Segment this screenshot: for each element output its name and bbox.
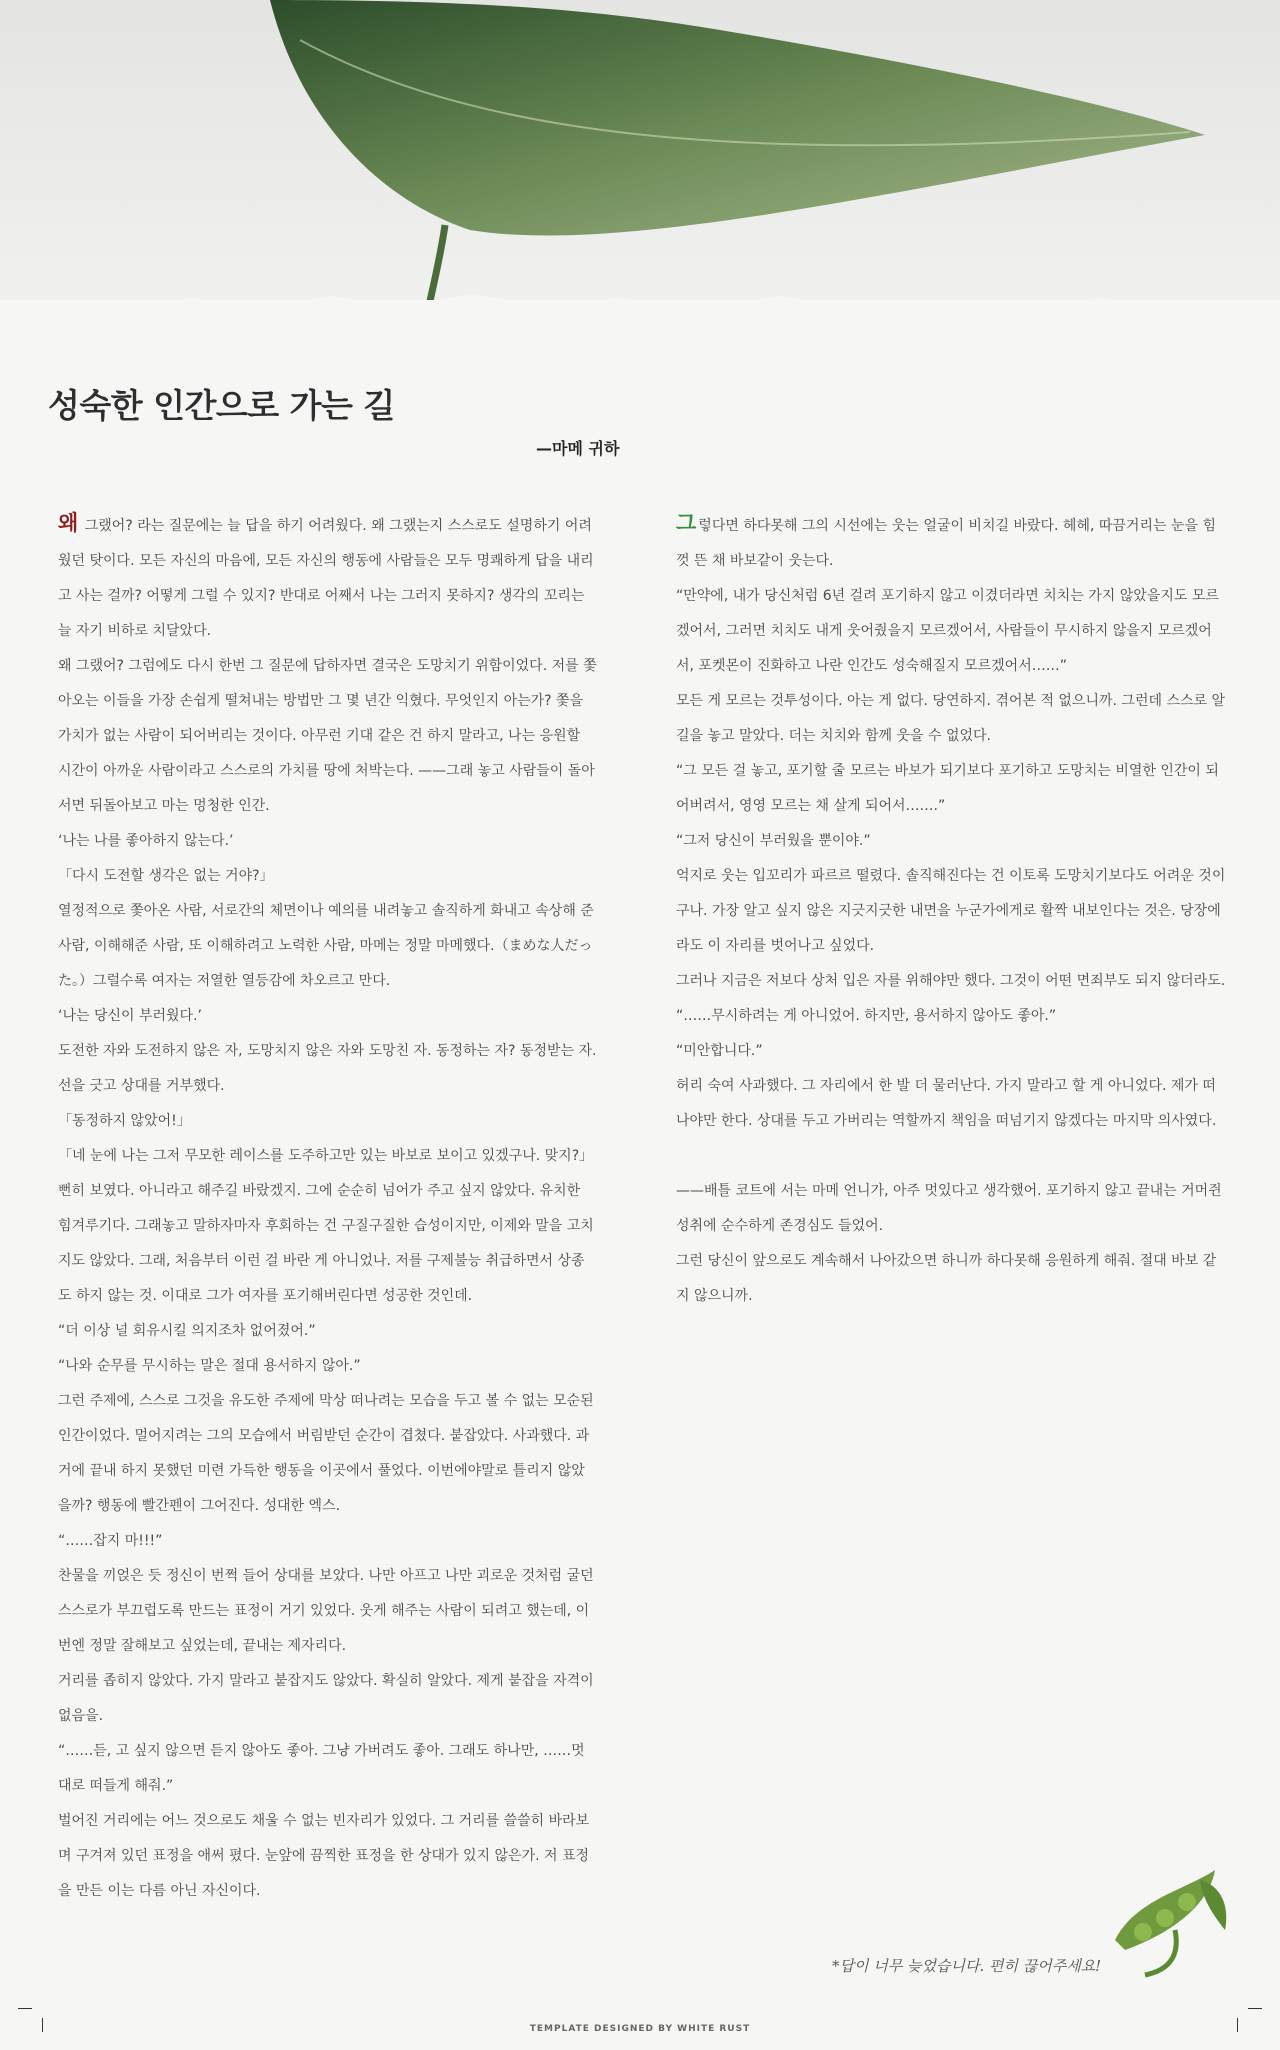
crop-mark [1248, 2008, 1262, 2009]
paragraph: 억지로 웃는 입꼬리가 파르르 떨렸다. 솔직해진다는 건 이토록 도망치기보다도 어려운 것이구나. 가장 알고 싶지 않은 지긋지긋한 내면을 누군가에게로 활짝 내보인다는 것은. 당장에라도 이 자리를 벗어나고 싶었다. [676, 868, 1226, 954]
bean-pod-icon [1105, 1860, 1235, 1980]
paragraph-gap [676, 1139, 1228, 1174]
paragraph: “그 모든 걸 놓고, 포기할 줄 모르는 바보가 되기보다 포기하고 도망치는 비열한 인간이 되어버려서, 영영 모르는 채 살게 되어서…….” [676, 763, 1219, 814]
paragraph: “미안합니다.” [676, 1043, 763, 1059]
paragraph: “더 이상 널 회유시킬 의지조차 없어졌어.” [58, 1323, 316, 1339]
paragraph: 「네 눈에 나는 그저 무모한 레이스를 도주하고만 있는 바보로 보이고 있겠구나. 맞지?」 [58, 1148, 594, 1164]
paragraph: 허리 숙여 사과했다. 그 자리에서 한 발 더 물러난다. 가지 말라고 할 게 아니었다. 제가 떠나야만 한다. 상대를 두고 가버리는 역할까지 책임을 떠넘기지 않겠다는 마지막 의사였다. [676, 1078, 1217, 1129]
footnote: *답이 너무 늦었습니다. 편히 끊어주세요! [832, 1957, 1102, 1975]
paragraph-text: 렇다면 하다못해 그의 시선에는 웃는 얼굴이 비치길 바랐다. 헤헤, 따끔거리는 눈을 힘껏 뜬 채 바보같이 웃는다. [676, 518, 1216, 569]
paragraph: 그런 주제에, 스스로 그것을 유도한 주제에 막상 떠나려는 모습을 두고 볼 수 없는 모순된 인간이었다. 멀어지려는 그의 모습에서 버림받던 순간이 겹쳤다. 붙잡았다. 사과했다. 과거에 끝내 하지 못했던 미련 가득한 행동을 이곳에서 풀었다. 이번에야말로 틀리지 않았을까? 행동에 빨간펜이 그어진다. 성대한 엑스. [58, 1393, 594, 1514]
paragraph: 벌어진 거리에는 어느 것으로도 채울 수 없는 빈자리가 있었다. 그 거리를 쓸쓸히 바라보며 구겨져 있던 표정을 애써 폈다. 눈앞에 끔찍한 표정을 한 상대가 있지 않은가. 저 표정을 만든 이는 다름 아닌 자신이다. [58, 1813, 590, 1899]
paragraph: 그러나 지금은 저보다 상처 입은 자를 위해야만 했다. 그것이 어떤 면죄부도 되지 않더라도. [676, 973, 1226, 989]
paragraph: 도전한 자와 도전하지 않은 자, 도망치지 않은 자와 도망친 자. 동정하는 자? 동정받는 자. 선을 긋고 상대를 거부했다. [58, 1043, 597, 1094]
paragraph: 그런 당신이 앞으로도 계속해서 나아갔으면 하니까 하다못해 응원하게 해줘. 절대 바보 같지 않으니까. [676, 1253, 1217, 1304]
right-column [676, 506, 1228, 1314]
paragraph: 뻔히 보였다. 아니라고 해주길 바랐겠지. 그에 순순히 넘어가 주고 싶지 않았다. 유치한 힘겨루기다. 그래놓고 말하자마자 후회하는 건 구질구질한 습성이지만, 이제와 말을 고치지도 않았다. 그래, 처음부터 이런 걸 바란 게 아니었나. 저를 구제불능 취급하면서 상종도 하지 않는 것. 이대로 그가 여자를 포기해버린다면 성공한 것인데. [58, 1183, 594, 1304]
paragraph: “……듣, 고 싶지 않으면 듣지 않아도 좋아. 그냥 가버려도 좋아. 그래도 하나만, ……멋대로 떠들게 해줘.” [58, 1743, 585, 1794]
template-credit: TEMPLATE DESIGNED BY WHITE RUST [529, 2024, 751, 2034]
paragraph: “만약에, 내가 당신처럼 6년 걸려 포기하지 않고 이겼더라면 치치는 가지 않았을지도 모르겠어서, 그러면 치치도 내게 웃어줬을지 모르겠어서, 사람들이 무시하지 않을지 모르겠어서, 포켓몬이 진화하고 나란 인간도 성숙해질지 모르겠어서……” [676, 588, 1219, 674]
paragraph: 열정적으로 쫓아온 사람, 서로간의 체면이나 예의를 내려놓고 솔직하게 화내고 속상해 준 사람, 이해해준 사람, 또 이해하려고 노력한 사람, 마메는 정말 마메했다.（まめな人だった。）그럴수록 여자는 저열한 열등감에 차오르고 만다. [58, 903, 594, 989]
page-title: 성숙한 인간으로 가는 길 [48, 386, 395, 425]
paragraph: “나와 순무를 무시하는 말은 절대 용서하지 않아.” [58, 1358, 361, 1374]
paragraph: 「동정하지 않았어!」 [58, 1113, 191, 1129]
paragraph-text: 그랬어? 라는 질문에는 늘 답을 하기 어려웠다. 왜 그랬는지 스스로도 설명하기 어려웠던 탓이다. 모든 자신의 마음에, 모든 자신의 행동에 사람들은 모두 명쾌하게 답을 내리고 사는 걸까? 어떻게 그럴 수 있지? 반대로 어째서 나는 그러지 못하지? 생각의 꼬리는 늘 자기 비하로 치달았다. [58, 518, 594, 639]
paragraph: ‘나는 나를 좋아하지 않는다.’ [58, 833, 234, 849]
crop-mark [18, 2008, 32, 2009]
paragraph: “……무시하려는 게 아니었어. 하지만, 용서하지 않아도 좋아.” [676, 1008, 1057, 1024]
left-column [58, 506, 598, 1909]
crop-mark [42, 2018, 43, 2032]
drop-cap: 왜 [58, 511, 79, 535]
paragraph [676, 506, 1228, 579]
paragraph: 왜 그랬어? 그럼에도 다시 한번 그 질문에 답하자면 결국은 도망치기 위함이었다. 저를 쫓아오는 이들을 가장 손쉽게 떨쳐내는 방법만 그 몇 년간 익혔다. 무엇인지 아는가? 쫓을 가치가 없는 사람이 되어버리는 것이다. 아무런 기대 같은 건 하지 말라고, 나는 응원할 시간이 아까운 사람이라고 스스로의 가치를 땅에 처박는다. ——그래 놓고 사람들이 돌아서면 뒤돌아보고 마는 멍청한 인간. [58, 658, 597, 814]
drop-cap: 그 [676, 511, 697, 535]
paragraph: 찬물을 끼얹은 듯 정신이 번쩍 들어 상대를 보았다. 나만 아프고 나만 괴로운 것처럼 굴던 스스로가 부끄럽도록 만드는 표정이 거기 있었다. 웃게 해주는 사람이 되려고 했는데, 이번엔 정말 잘해보고 싶었는데, 끝내는 제자리다. [58, 1568, 594, 1654]
paragraph: 모든 게 모르는 것투성이다. 아는 게 없다. 당연하지. 겪어본 적 없으니까. 그런데 스스로 알 길을 놓고 말았다. 더는 치치와 함께 웃을 수 없었다. [676, 693, 1225, 744]
paragraph: 「다시 도전할 생각은 없는 거야?」 [58, 868, 274, 884]
paragraph: ‘나는 당신이 부러웠다.’ [58, 1008, 202, 1024]
crop-mark [1237, 2018, 1238, 2032]
paragraph: 거리를 좁히지 않았다. 가지 말라고 붙잡지도 않았다. 확실히 알았다. 제게 붙잡을 자격이 없음을. [58, 1673, 594, 1724]
paragraph: ——배틀 코트에 서는 마메 언니가, 아주 멋있다고 생각했어. 포기하지 않고 끝내는 거머쥔 성취에 순수하게 존경심도 들었어. [676, 1183, 1222, 1234]
paragraph: “……잡지 마!!!” [58, 1533, 163, 1549]
paragraph: “그저 당신이 부러웠을 뿐이야.” [676, 833, 871, 849]
byline: —마메 귀하 [536, 439, 620, 458]
paragraph [58, 506, 598, 649]
